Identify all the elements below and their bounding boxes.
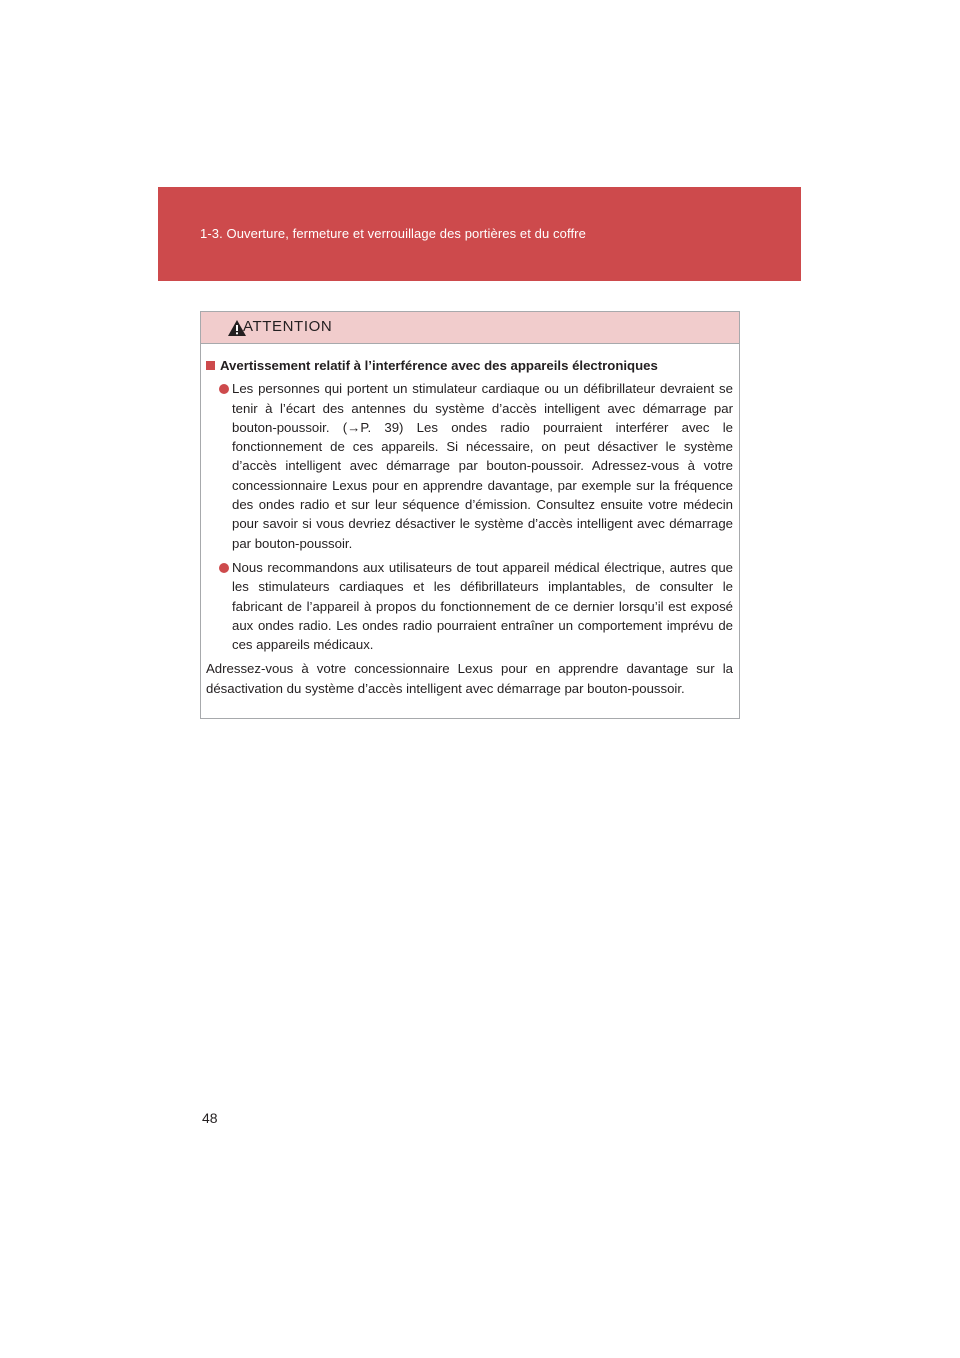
caution-title: ATTENTION — [243, 318, 333, 335]
caution-box — [200, 311, 740, 719]
caution-subheading — [206, 356, 733, 375]
caution-subheading-text: Avertissement relatif à l’interférence avec des appareils électroniques — [220, 358, 658, 373]
list-item-text: Nous recommandons aux utilisateurs de tout appareil médical électrique, autres que les stimulateurs cardiaques et les défibrillateurs implantables, de consulter le fabricant de l’appareil à propos du fonctionnement de ce dernier lorsqu’il est exposé aux ondes radio. Les ondes radio pourraient entraîner un comportement imprévu de ces appareils médicaux. — [232, 559, 733, 653]
caution-header — [201, 312, 739, 344]
round-bullet-icon — [219, 563, 229, 573]
section-header-banner — [158, 187, 801, 281]
list-item — [206, 558, 733, 654]
caution-content — [201, 344, 739, 698]
square-bullet-icon — [206, 361, 215, 370]
round-bullet-icon — [219, 384, 229, 394]
section-title: 1-3. Ouverture, fermeture et verrouillage des portières et du coffre — [200, 226, 586, 241]
page-number: 48 — [202, 1110, 218, 1126]
closing-note: Adressez-vous à votre concessionnaire Lexus pour en apprendre davantage sur la désactivation du système d’accès intelligent avec démarrage par bouton-poussoir. — [206, 661, 733, 696]
list-item-text: Les personnes qui portent un stimulateur cardiaque ou un défibrillateur devraient se tenir à l’écart des antennes du système d’accès intelligent avec démarrage par bouton-poussoir. (→P. 39) Les ondes radio pourraient interférer avec le fonctionnement de ces appareils. Si nécessaire, on peut désactiver le système d’accès intelligent avec démarrage par bouton-poussoir. Adressez-vous à votre concessionnaire Lexus pour en apprendre davantage, par exemple sur la fréquence des ondes radio et sur leur séquence d’émission. Consultez ensuite votre médecin pour savoir si vous devriez désactiver le système d’accès intelligent avec démarrage par bouton-poussoir. — [232, 381, 733, 551]
list-item — [206, 379, 733, 553]
